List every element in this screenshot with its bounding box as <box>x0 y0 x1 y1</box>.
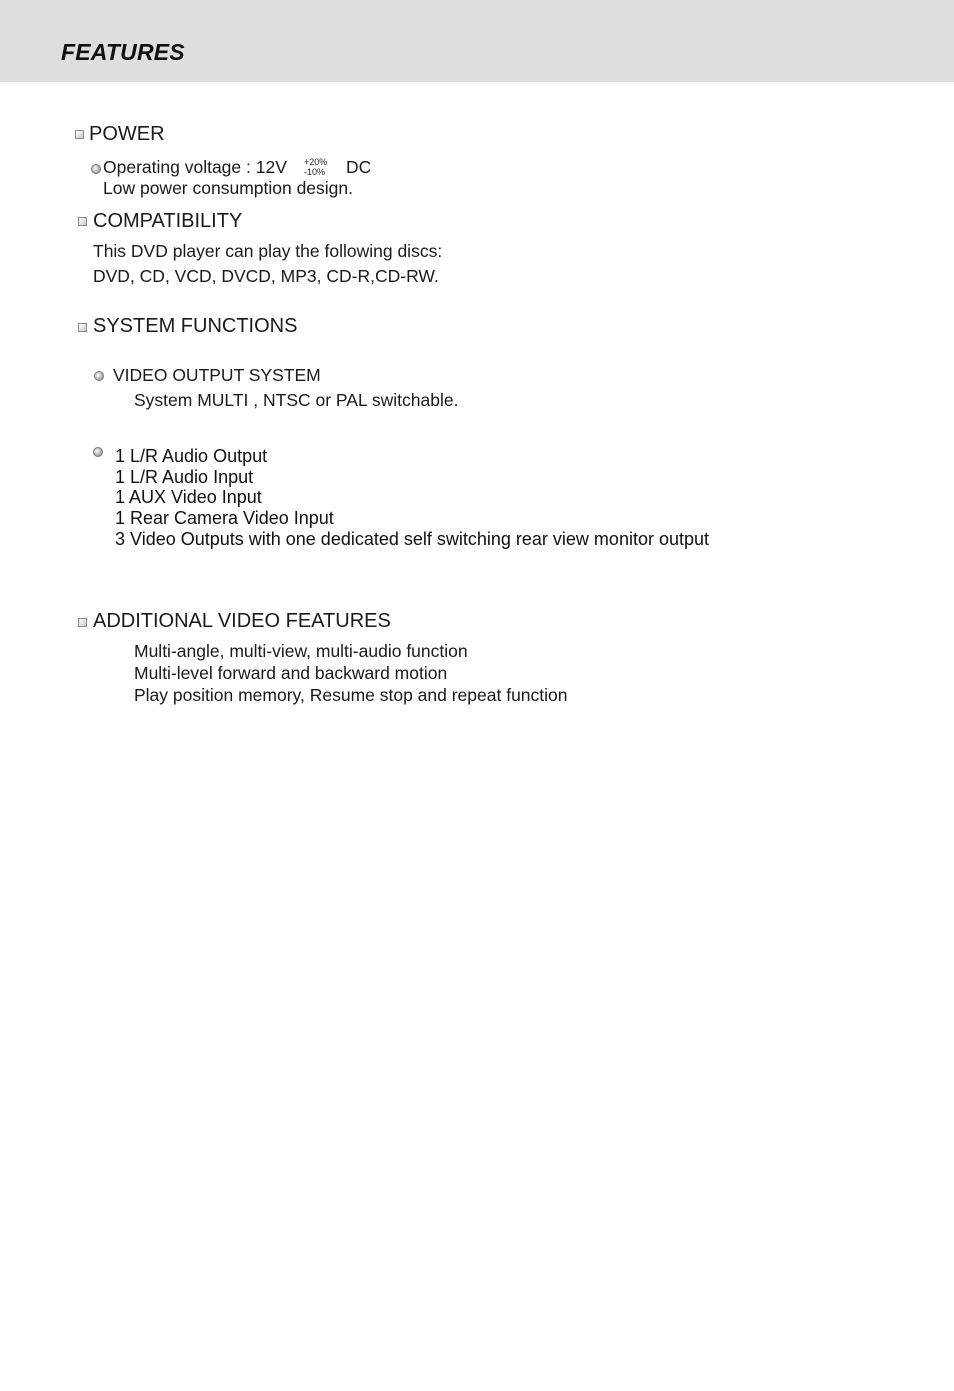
voltage-tolerance-plus: +20% <box>304 157 328 167</box>
io-line: 1 AUX Video Input <box>115 487 262 507</box>
square-bullet-icon <box>75 130 84 139</box>
operating-voltage-label: Operating voltage : 12V <box>103 157 287 177</box>
section-heading-system-functions: SYSTEM FUNCTIONS <box>93 315 298 337</box>
io-line: 1 L/R Audio Output <box>115 446 268 466</box>
page-title: FEATURES <box>61 39 185 65</box>
compatibility-line: DVD, CD, VCD, DVCD, MP3, CD-R,CD-RW. <box>93 266 439 286</box>
additional-video-line: Multi-angle, multi-view, multi-audio function <box>134 641 468 661</box>
additional-video-line: Multi-level forward and backward motion <box>134 663 448 683</box>
square-bullet-icon <box>78 618 87 627</box>
voltage-unit: DC <box>346 157 372 177</box>
section-heading-compatibility: COMPATIBILITY <box>93 210 243 232</box>
section-heading-additional-video-features: ADDITIONAL VIDEO FEATURES <box>93 610 391 632</box>
voltage-tolerance-minus: -10% <box>304 167 326 177</box>
round-bullet-icon <box>94 371 104 381</box>
additional-video-line: Play position memory, Resume stop and repeat function <box>134 685 568 705</box>
round-bullet-icon <box>91 164 101 174</box>
io-line: 1 Rear Camera Video Input <box>115 508 334 528</box>
round-bullet-icon <box>93 447 103 457</box>
video-output-title: VIDEO OUTPUT SYSTEM <box>113 365 321 385</box>
video-output-description: System MULTI , NTSC or PAL switchable. <box>134 390 459 410</box>
square-bullet-icon <box>78 217 87 226</box>
io-line: 1 L/R Audio Input <box>115 467 254 487</box>
compatibility-line: This DVD player can play the following discs: <box>93 241 443 261</box>
section-heading-power: POWER <box>89 123 165 145</box>
io-line: 3 Video Outputs with one dedicated self switching rear view monitor output <box>115 529 709 549</box>
power-consumption-text: Low power consumption design. <box>103 178 354 198</box>
square-bullet-icon <box>78 323 87 332</box>
